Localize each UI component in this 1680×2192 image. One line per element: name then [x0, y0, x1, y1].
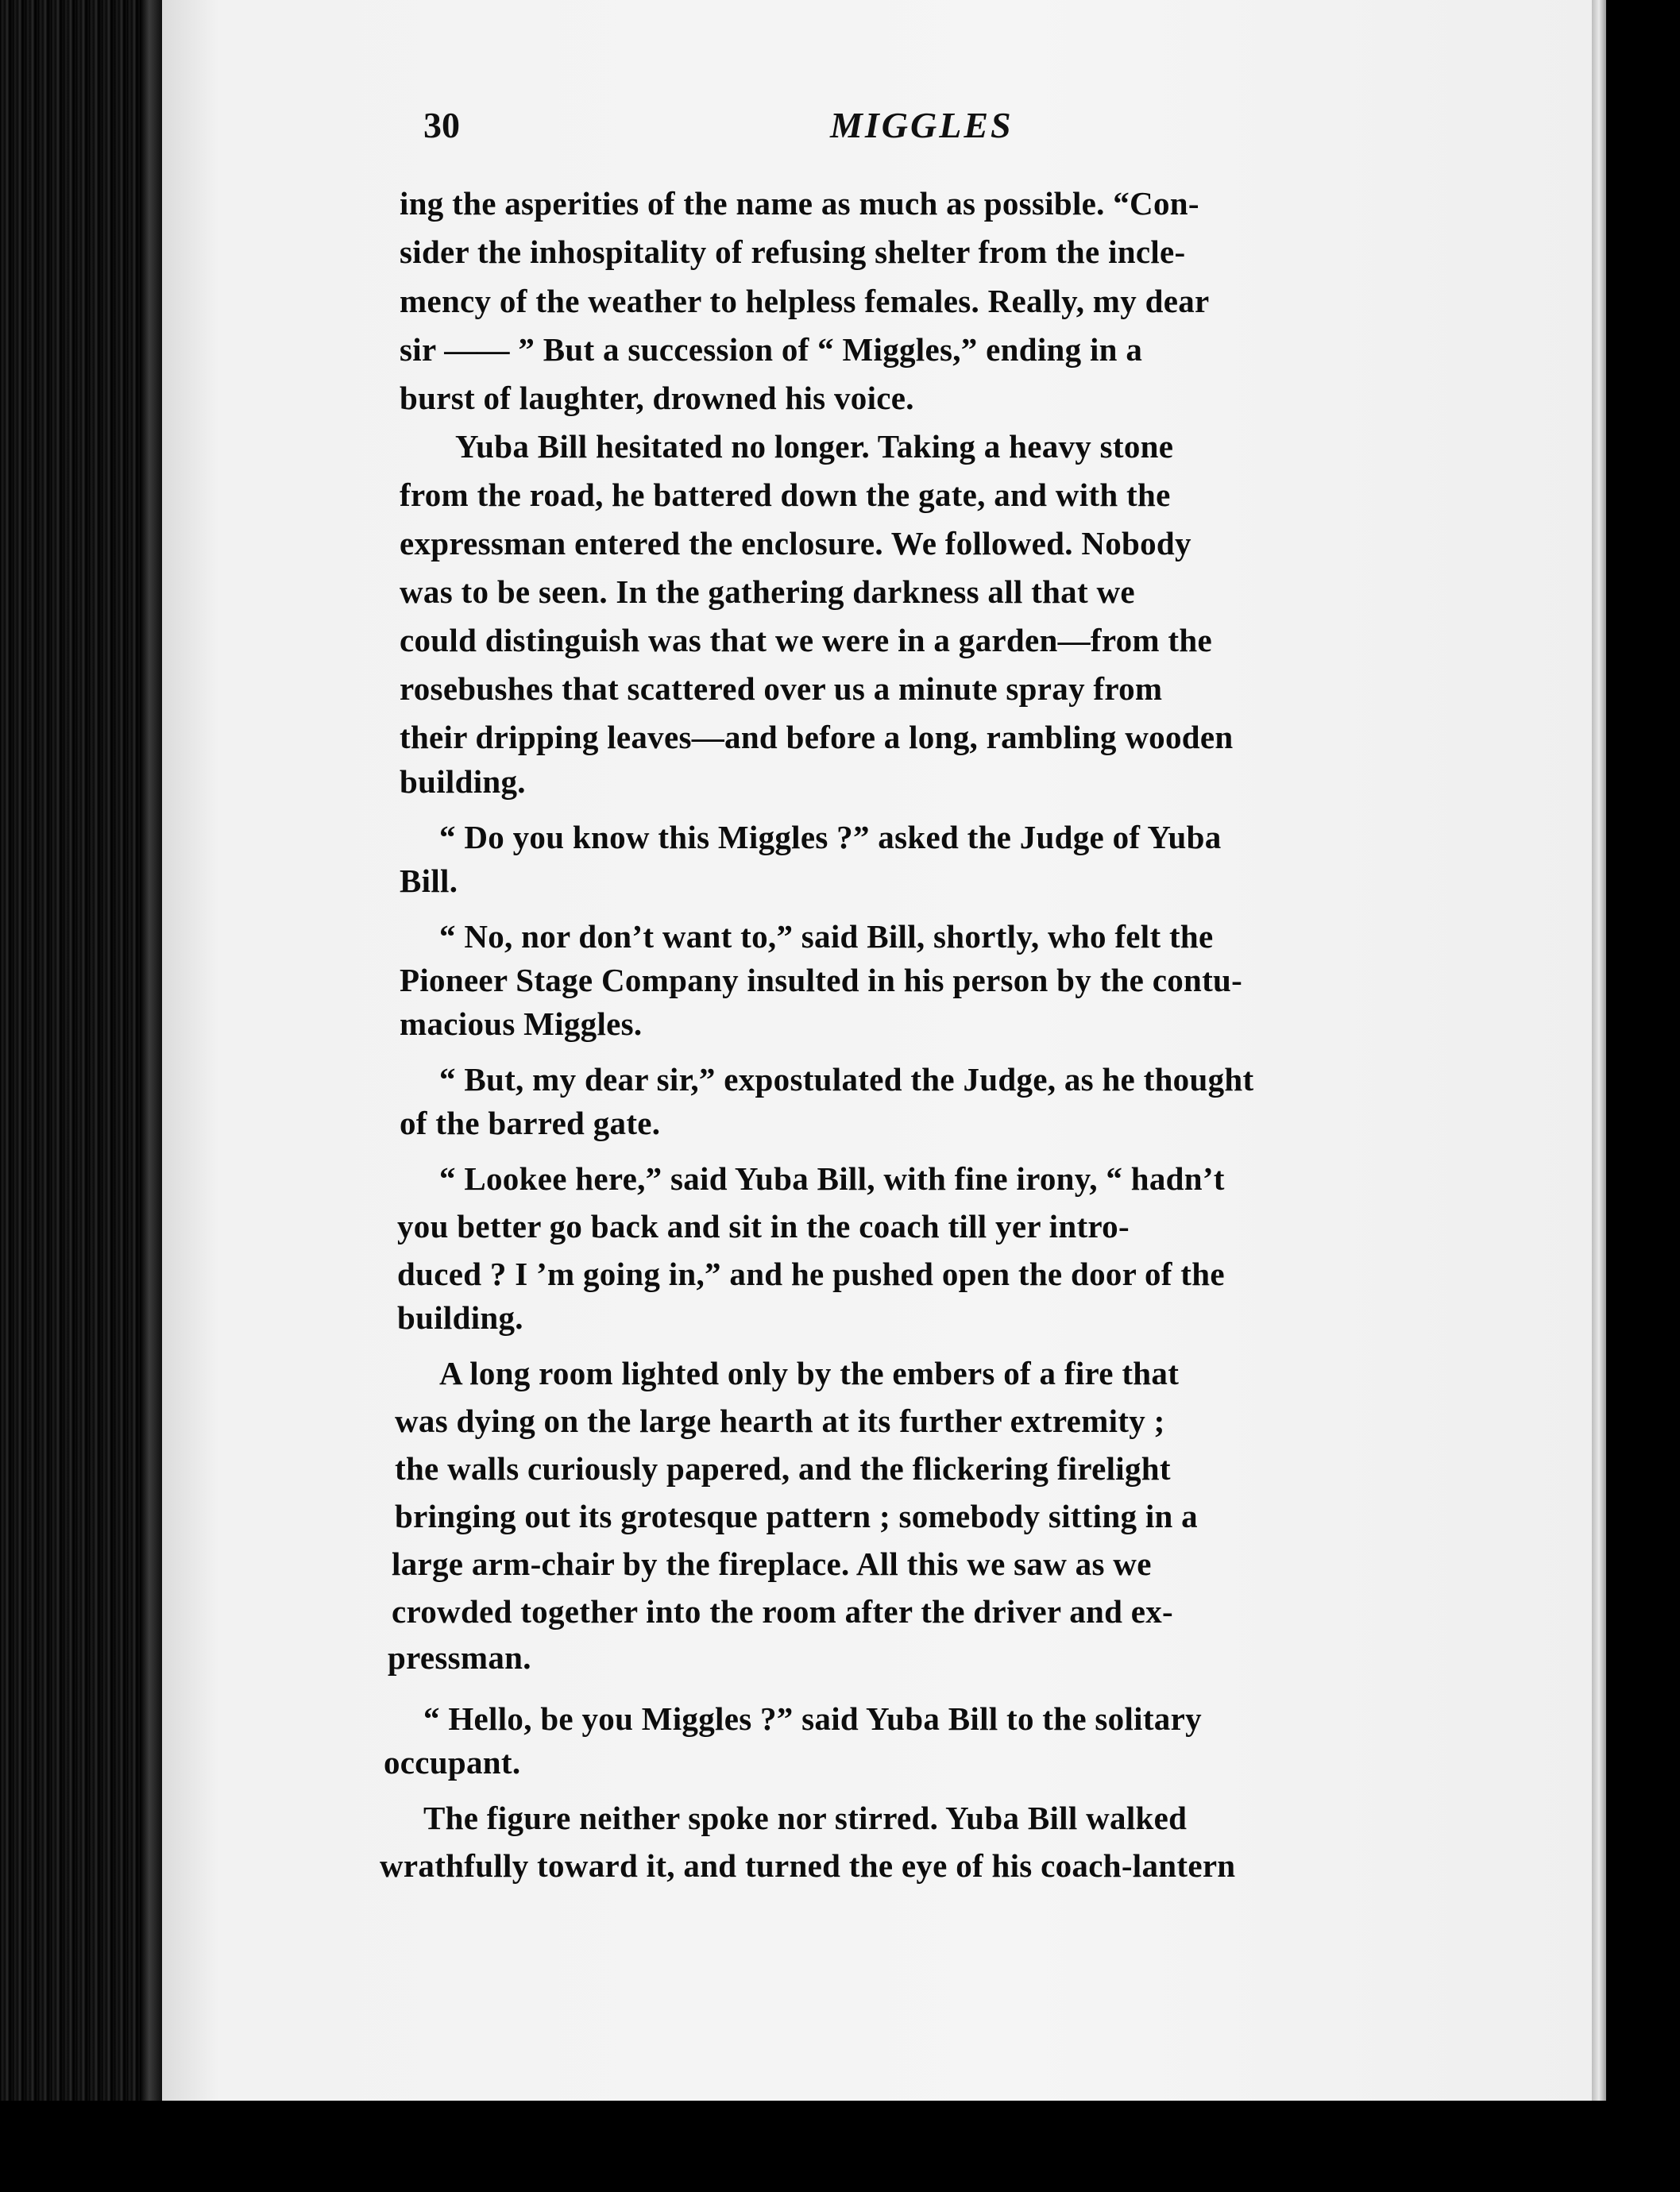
text-line: “ Do you know this Miggles ?” asked the Judge of Yuba	[439, 819, 1222, 855]
text-line: “ Hello, be you Miggles ?” said Yuba Bill to the solitary	[423, 1700, 1202, 1737]
text-line: sir —— ” But a succession of “ Miggles,” ending in a	[400, 331, 1143, 368]
running-head: MIGGLES	[830, 105, 1014, 145]
text-line: building.	[400, 763, 526, 800]
text-line: mency of the weather to helpless females. Really, my dear	[400, 283, 1210, 319]
text-line: “ Lookee here,” said Yuba Bill, with fine irony, “ hadn’t	[439, 1160, 1225, 1197]
text-line: sider the inhospitality of refusing shelter from the incle-	[400, 233, 1186, 270]
text-line: large arm-chair by the fireplace. All this we saw as we	[392, 1546, 1152, 1582]
text-line: The figure neither spoke nor stirred. Yuba Bill walked	[423, 1800, 1188, 1836]
text-line: you better go back and sit in the coach till yer intro-	[397, 1208, 1130, 1245]
text-line: Pioneer Stage Company insulted in his person by the contu-	[400, 962, 1243, 998]
text-line: building.	[397, 1299, 523, 1336]
text-line: ing the asperities of the name as much as possible. “Con-	[400, 185, 1199, 222]
text-line: burst of laughter, drowned his voice.	[400, 380, 914, 416]
text-line: “ But, my dear sir,” expostulated the Judge, as he thought	[439, 1061, 1254, 1098]
text-line: could distinguish was that we were in a garden—from the	[400, 622, 1212, 658]
text-line: was to be seen. In the gathering darkness all that we	[400, 573, 1135, 610]
text-line: of the barred gate.	[400, 1105, 661, 1141]
page-edge	[1592, 0, 1606, 2144]
book-spine	[0, 0, 163, 2192]
page-number: 30	[423, 105, 460, 145]
scan-background-right	[1606, 0, 1680, 2192]
text-line: the walls curiously papered, and the flickering firelight	[395, 1450, 1171, 1487]
text-line: pressman.	[388, 1639, 531, 1676]
text-line: macious Miggles.	[400, 1005, 643, 1042]
text-line: “ No, nor don’t want to,” said Bill, shortly, who felt the	[439, 918, 1214, 955]
text-line: Bill.	[400, 863, 458, 899]
text-line: bringing out its grotesque pattern ; somebody sitting in a	[395, 1498, 1198, 1534]
text-line: was dying on the large hearth at its further extremity ;	[395, 1403, 1165, 1439]
text-line: wrathfully toward it, and turned the eye of his coach-lantern	[380, 1847, 1236, 1884]
text-line: rosebushes that scattered over us a minute spray from	[400, 670, 1163, 707]
scan-background-bottom	[0, 2101, 1680, 2192]
text-line: from the road, he battered down the gate, and with the	[400, 477, 1171, 513]
text-line: expressman entered the enclosure. We followed. Nobody	[400, 525, 1191, 562]
text-line: crowded together into the room after the driver and ex-	[392, 1593, 1174, 1630]
text-line: occupant.	[384, 1744, 521, 1781]
text-line: Yuba Bill hesitated no longer. Taking a heavy stone	[455, 428, 1174, 465]
spine-edge-shadow	[140, 0, 164, 2192]
text-line: their dripping leaves—and before a long, rambling wooden	[400, 719, 1234, 755]
text-line: duced ? I ’m going in,” and he pushed open the door of the	[397, 1256, 1225, 1292]
text-line: A long room lighted only by the embers of a fire that	[439, 1355, 1180, 1391]
